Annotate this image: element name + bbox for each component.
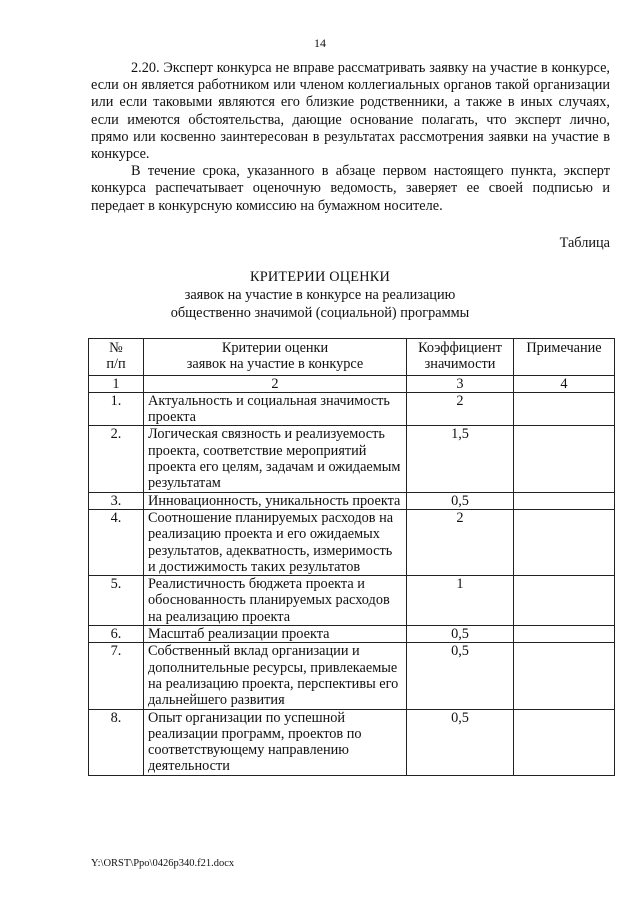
row-criterion: Собственный вклад организации и дополнительные ресурсы, привлекаемые на реализацию проекта, перспективы его дальнейшего развития — [144, 643, 407, 709]
table-row — [89, 643, 615, 709]
row-num: 5. — [89, 576, 144, 626]
row-note — [514, 426, 615, 492]
row-note — [514, 509, 615, 575]
table-row — [89, 426, 615, 492]
heading-title: КРИТЕРИИ ОЦЕНКИ — [249, 269, 391, 285]
paragraph-2-20: 2.20. Эксперт конкурса не вправе рассматривать заявку на участие в конкурсе, если он является работником или членом коллегиальных органов такой организации или если таковыми являются его близкие родственники, а также в иных случаях, если имеются обстоятельства, дающие основание полагать, что эксперт лично, прямо или косвенно заинтересован в результатах рассмотрения заявки на участие в конкурсе. — [91, 60, 610, 163]
row-coefficient: 1,5 — [407, 426, 514, 492]
row-num: 1. — [89, 392, 144, 426]
header-num — [89, 339, 144, 376]
row-coefficient: 2 — [407, 509, 514, 575]
row-coefficient: 2 — [407, 392, 514, 426]
index-cell: 2 — [144, 375, 407, 392]
row-criterion: Актуальность и социальная значимость проекта — [144, 392, 407, 426]
row-criterion: Масштаб реализации проекта — [144, 626, 407, 643]
row-note — [514, 643, 615, 709]
table-row — [89, 392, 615, 426]
header-coefficient — [407, 339, 514, 376]
header-criteria-line2: заявок на участие в конкурсе — [186, 356, 364, 373]
index-cell: 4 — [514, 375, 615, 392]
row-note — [514, 492, 615, 509]
table-label: Таблица — [559, 235, 610, 251]
row-coefficient: 0,5 — [407, 643, 514, 709]
row-coefficient: 0,5 — [407, 709, 514, 775]
table-row — [89, 626, 615, 643]
row-criterion: Логическая связность и реализуемость проекта, соответствие мероприятий проекта его целям, задачам и ожидаемым результатам — [144, 426, 407, 492]
header-note — [514, 339, 615, 376]
heading-subtitle-line2: общественно значимой (социальной) программы — [170, 305, 470, 321]
page-number: 14 — [314, 36, 326, 50]
row-note — [514, 709, 615, 775]
row-note — [514, 576, 615, 626]
row-criterion: Опыт организации по успешной реализации программ, проектов по соответствующему направлению деятельности — [144, 709, 407, 775]
row-num: 2. — [89, 426, 144, 492]
header-num-line2: п/п — [106, 356, 126, 373]
row-coefficient: 0,5 — [407, 492, 514, 509]
header-num-line1: № — [109, 340, 123, 356]
header-coef-line1: Коэффициент — [418, 340, 502, 356]
row-criterion: Инновационность, уникальность проекта — [144, 492, 407, 509]
row-criterion: Соотношение планируемых расходов на реализацию проекта и его ожидаемых результатов, адекватность, измеримость и достижимость таких результатов — [144, 509, 407, 575]
table-row — [89, 709, 615, 775]
row-num: 3. — [89, 492, 144, 509]
table-row — [89, 492, 615, 509]
body-text — [91, 60, 610, 215]
row-criterion: Реалистичность бюджета проекта и обоснованность планируемых расходов на реализацию проекта — [144, 576, 407, 626]
table-row — [89, 576, 615, 626]
table-header-row — [89, 339, 615, 376]
row-coefficient: 1 — [407, 576, 514, 626]
header-criteria — [144, 339, 407, 376]
index-cell: 1 — [89, 375, 144, 392]
footer-file-path: Y:\ORST\Ppo\0426p340.f21.docx — [91, 858, 235, 869]
row-num: 8. — [89, 709, 144, 775]
criteria-table — [88, 338, 615, 776]
column-index-row — [89, 375, 615, 392]
table-row — [89, 509, 615, 575]
row-num: 4. — [89, 509, 144, 575]
header-coef-line2: значимости — [424, 356, 496, 373]
row-num: 7. — [89, 643, 144, 709]
row-num: 6. — [89, 626, 144, 643]
header-note-label: Примечание — [526, 340, 602, 356]
index-cell: 3 — [407, 375, 514, 392]
heading-subtitle-line1: заявок на участие в конкурсе на реализацию — [184, 287, 456, 303]
row-note — [514, 392, 615, 426]
paragraph-submission: В течение срока, указанного в абзаце первом настоящего пункта, эксперт конкурса распечатывает оценочную ведомость, заверяет ее своей подписью и передает в конкурсную комиссию на бумажном носителе. — [91, 163, 610, 214]
row-note — [514, 626, 615, 643]
table-heading — [0, 268, 640, 322]
header-criteria-line1: Критерии оценки — [221, 340, 329, 356]
row-coefficient: 0,5 — [407, 626, 514, 643]
